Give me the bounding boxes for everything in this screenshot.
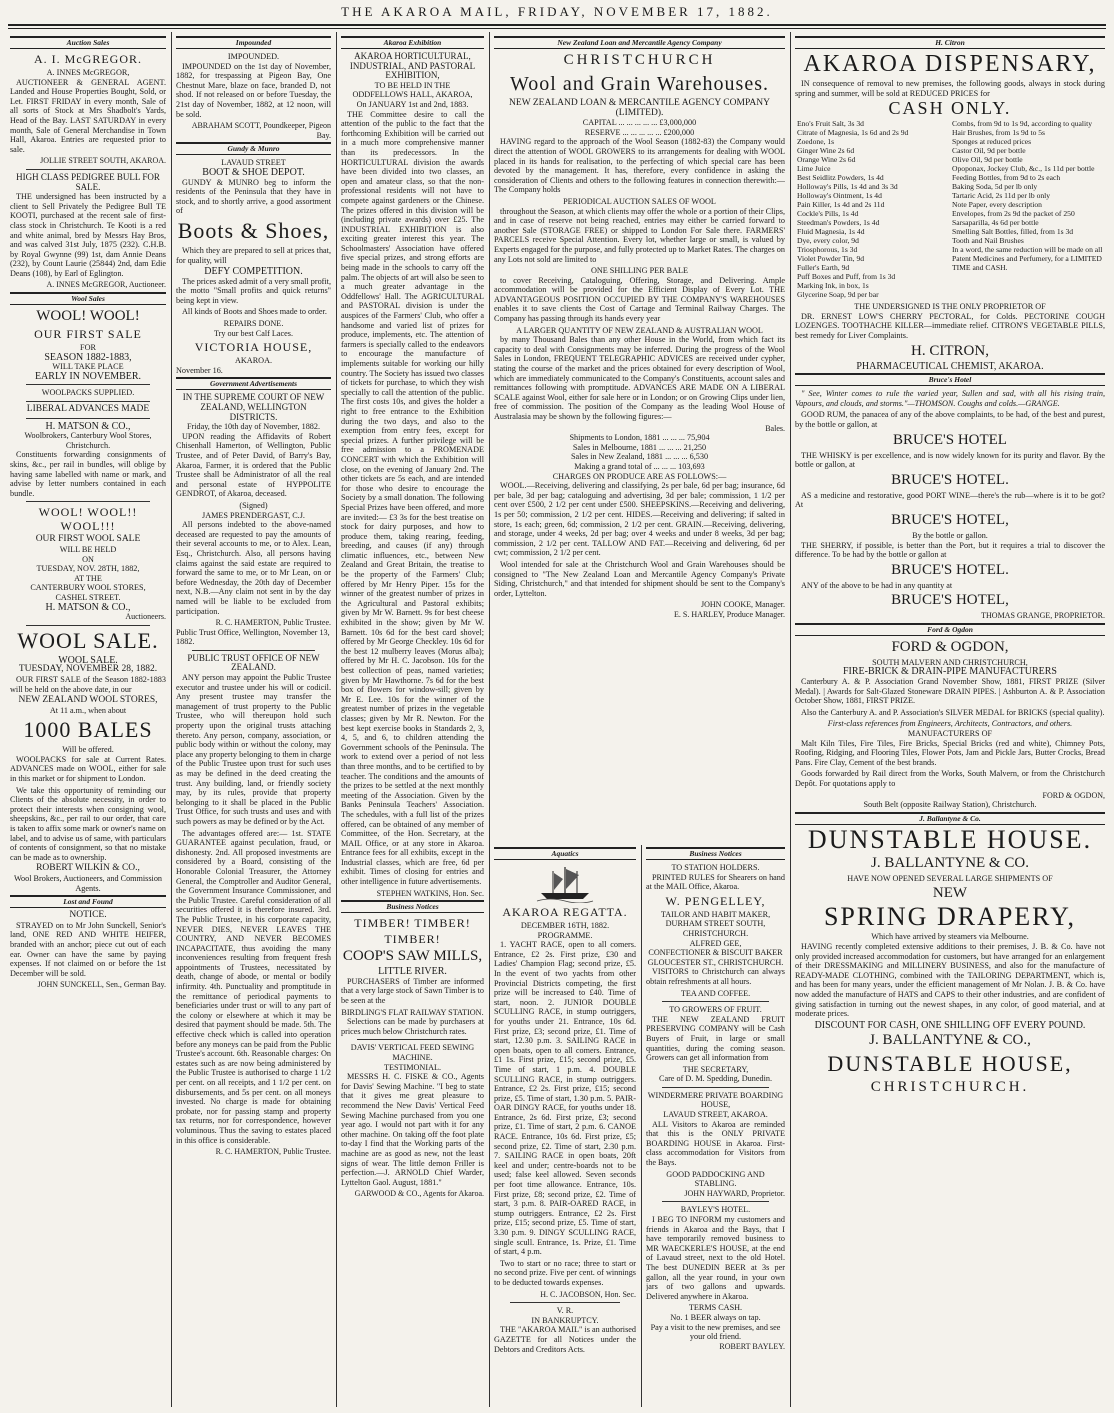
section-header: Gundy & Munro <box>176 142 331 155</box>
ad-body: Constituents forwarding consignments of skins, &c., per rail in bundles, will oblige by having same labelled with name or mark, and advise by letter numbers contained in each bundle. <box>10 450 166 498</box>
ad-headline: FORD & OGDON, <box>891 638 1009 655</box>
ad-signature: JAMES PRENDERGAST, C.J. <box>202 510 305 520</box>
price-list-item: Orange Wine 2s 6d <box>797 155 856 165</box>
divider <box>26 384 150 385</box>
ad-line: Woolbrokers, Canterbury Wool Stores, Christchurch. <box>24 431 152 450</box>
price-list-item: Dye, every color, 9d <box>797 236 859 246</box>
ad-headline: OUR FIRST WOOL SALE <box>35 534 141 545</box>
masthead-rule-thin <box>8 28 1106 29</box>
column-3 <box>341 34 484 1407</box>
ad-headline: Wool and Grain Warehouses. <box>509 73 770 95</box>
column-4b <box>646 845 785 1407</box>
ad-line: DECEMBER 16TH, 1882. <box>520 921 610 930</box>
ad-headline: NEW <box>932 885 968 902</box>
ad-line: (Signed) <box>239 500 268 510</box>
ad-line: V. R. <box>556 1306 574 1316</box>
ad-signature: Auctioneers. <box>125 612 166 622</box>
ad-line: THE SECRETARY, <box>682 1064 749 1074</box>
price-list-item: Combs, from 9d to 1s 9d, according to quality <box>952 119 1093 129</box>
ad-line: ON <box>82 554 94 564</box>
price-list-right <box>950 119 1105 299</box>
ad-headline: WOOL SALE. <box>17 627 159 653</box>
ad-line: No. 1 BEER always on tap. <box>670 1312 761 1322</box>
divider <box>662 1087 769 1088</box>
ad-title: BAYLEY'S HOTEL. <box>680 1205 751 1215</box>
ad-line: AT THE <box>74 573 102 583</box>
section-header: Government Advertisements <box>176 377 331 390</box>
ad-line: TUESDAY, NOVEMBER 28, 1882. <box>18 664 158 675</box>
section-header: Lost and Found <box>10 895 166 908</box>
ad-line: EARLY IN NOVEMBER. <box>34 370 142 382</box>
ad-headline: AKAROA REGATTA. <box>502 905 628 919</box>
ad-title: PUBLIC TRUST OFFICE OF NEW ZEALAND. <box>187 652 320 673</box>
price-list-item: Eno's Fruit Salt, 3s 3d <box>797 119 864 129</box>
ad-signature: JOHN HAYWARD, Proprietor. <box>684 1188 785 1198</box>
ad-signature: ABRAHAM SCOTT, Poundkeeper, Pigeon Bay. <box>191 121 331 140</box>
ad-headline: BRUCE'S HOTEL, <box>891 511 1009 528</box>
ad-headline: CHRISTCHURCH <box>563 52 716 68</box>
price-list-item: Citrate of Magnesia, 1s 6d and 2s 9d <box>797 128 909 138</box>
ad-body: Wool intended for sale at the Christchurch Wool and Grain Warehouses should be consigned to "The New Zealand Loan and Mercantile Agency Company's Private Siding, Christchurch," and that intended for shipment should be sent to the Company's order, Lyttelton. <box>494 559 785 598</box>
ad-line: TERMS CASH. <box>688 1303 743 1313</box>
price-list-item: Olive Oil, 9d per bottle <box>952 155 1023 165</box>
price-list-item: Steedman's Powders, 1s 4d <box>797 218 880 228</box>
ad-name: A. INNES McGREGOR, <box>46 68 130 77</box>
ad-line: Try our best Calf Laces. <box>213 328 294 338</box>
price-list-item: Best Seidlitz Powders, 1s 4d <box>797 173 884 183</box>
section-header: Impounded <box>176 36 331 49</box>
divider <box>26 401 150 402</box>
ad-line: GLOUCESTER ST., CHRISTCHURCH. <box>647 957 784 967</box>
ad-body: STRAYED on to Mr John Sunckell, Senior's land, ONE RED AND WHITE HEIFER, branded with an anchor; piece cut out of each ear. Owner can have the same by paying expenses. If not claimed on or before the 1st December will be sold. <box>10 920 166 978</box>
ad-body: IMPOUNDED on the 1st day of November, 1882, for trespassing at Pigeon Bay, One Chestnut Mare, blaze on face, branded D, not shod. If not released on or before Tuesday, the 21st day of November, 1882, at 12 noon, will be sold. <box>176 61 331 119</box>
ad-title: TO STATION HOLDERS. <box>671 863 760 872</box>
ad-line: WOOL SALE. <box>58 654 118 666</box>
ad-signature: STEPHEN WATKINS, Hon. Sec. <box>376 888 484 898</box>
ad-line: Making a grand total of ... ... ... 103,693 <box>574 461 705 471</box>
ad-line: A LARGER QUANTITY OF NEW ZEALAND & AUSTRALIAN WOOL <box>516 325 763 335</box>
price-list-item: Note Paper, every description <box>952 200 1042 210</box>
ad-body: to cover Receiving, Cataloguing, Offering, Storage, and Delivering. Ample accommodation will be provided for the Efficient Display of Every Lot. THE ADVANTAGEOUS POSITION OCCUPIED BY THE COMPANY'S WAREHOUSES enables it to save clients the Cost of Cartage and Terminal Railway Charges. The Company has passing through its hands every year <box>494 275 785 324</box>
ad-body: " See, Winter comes to rule the varied year, Sullen and sad, with all his rising train, Vapours, and clouds, and storms."—THOMSON. Coughs and colds.—GRANGE. <box>795 389 1105 408</box>
ad-headline: BRUCE'S HOTEL. <box>891 561 1009 578</box>
ad-headline: CASH ONLY. <box>888 98 1012 119</box>
ad-line: TEA AND COFFEE. <box>680 988 751 998</box>
section-header: Auction Sales <box>10 36 166 49</box>
divider <box>662 1201 769 1202</box>
ad-body: PRINTED RULES for Shearers on hand at the MAIL Office, Akaroa. <box>646 872 785 892</box>
ad-body: Goods forwarded by Rail direct from the Works, South Malvern, or from the Christchurch Depôt. For quotations apply to <box>795 769 1105 788</box>
price-list-item: Puff Boxes and Puff, from 1s 3d <box>797 272 896 282</box>
ad-line: HAVE NOW OPENED SEVERAL LARGE SHIPMENTS OF <box>847 873 1053 883</box>
price-list-item: Sarsaparilla, 4s 6d per bottle <box>952 218 1039 228</box>
section-header: Business Notices <box>341 900 484 913</box>
ad-signature: R. C. HAMERTON, Public Trustee. <box>215 618 331 628</box>
ad-body: The advantages offered are:— 1st. STATE GUARANTEE against peculation, fraud, or dishonesty. 2nd. All proposed investments are considered by a Board, consisting of the Honorable Colonial Treasurer, the Attorney General, the Comptroller and Auditor General, the Government Insurance Commissioner, and the Public Trustee. Careful consideration of all securities offered it is therefore insured. 3rd. The Public Trustee, in his corporate capacity, NEVER DIES, NEVER LEAVES THE COUNTRY, AND NEVER BECOMES INCAPACITATE, thus avoiding the many inconveniences resulting from frequent fresh appointments of Trustees, necessitated by death, change of abode, or mental or bodily infirmity. 4th. Punctuality and promptitude in the remittance of periodical payments to beneficiaries under trust or will to any part of the colony or elsewhere at which it may be desired that payment should be made. 5th. The effective check which is called into operation before any moneys can be paid from the Public Trustee's account. 6th. Reasonable charges: On estates such as are now being administered by the Public Trustee is authorised to charge 1 1/2 per cent. on all receipts, and 1 1/2 per cent. on disbursements, and 5s per cent. on all moneys invested. No charge is made for obtaining probate, nor for passing stamp and property tax returns, nor for correspondence, however voluminous. Thus the saving to estates placed in this office is considerable. <box>176 828 331 1145</box>
ad-line: LAVAUD STREET <box>221 158 286 168</box>
ad-name: ROBERT WILKIN & CO., <box>36 863 140 874</box>
ad-body: THE WHISKY is per excellence, and is now widely known for its purity and flavor. By the bottle or gallon, at <box>795 450 1105 470</box>
ad-line: IN BANKRUPTCY. <box>531 1315 599 1325</box>
ad-title: BOOT & SHOE DEPOT. <box>202 166 305 178</box>
column-divider <box>336 32 337 1407</box>
ad-body: WOOL.—Receiving, delivering and classifying, 2s per bale, 6d per bag; insurance, 6d per bale, 3d per bag; cataloguing and advertising, 3d per bale; commission, 1 1/2 per cent over £500, 2 1/2 per cent under £500. SHEEPSKINS.—Receiving and delivering, 1s per 50; commission, 2 1/2 per cent. HIDES.—Receiving and delivering; if salted in store, 1s each; green, 6d; commission, 2 1/2 per cent. GRAIN.—Receiving, delivering, and storage, under 4 weeks, 2d per bag; over 4 weeks and under 8 weeks, 3d per bag; commission, 2 1/2 per cent. TALLOW AND FAT.—Receiving and delivering, 6d per cwt; commission, 2 1/2 per cent. <box>494 481 785 558</box>
ad-headline: Boots & Shoes, <box>177 217 330 243</box>
price-list-item: Feeding Bottles, from 9d to 2s each <box>952 173 1061 183</box>
ad-signature: JOHN SUNCKELL, Sen., German Bay. <box>37 980 166 990</box>
ad-line: Public Trust Office, Wellington, November 13, 1882. <box>176 627 330 647</box>
ad-body: by many Thousand Bales than any other House in the World, from which fact its capacity to deal with Consignments may be inferred. During the progress of the Wool Sales in London, FREQUENT TELEGRAPHIC ADVICES are received under cypher, stating the course of the market and the prices obtained for every description of Wool, which are immediately communicated to the Company's Constituents, account sales and remittances following with promptitude. ADVANCES ARE MADE ON A LIBERAL SCALE against Wool, either for sale here or in London; or on Growing Clips under lien, free of commission. The position of the Company as the leading Wool House of Australasia may be shown by the following figures:— <box>494 335 785 421</box>
ad-line: ODDFELLOWS HALL, AKAROA, <box>352 90 473 100</box>
ad-line: SEASON 1882-1883, <box>44 351 132 363</box>
price-list-item: Tartaric Acid, 2s 11d per lb only <box>952 191 1051 201</box>
ad-body: ANY of the above to be had in any quantity at <box>801 580 953 590</box>
section-header: H. Citron <box>795 36 1105 49</box>
ad-headline: BRUCE'S HOTEL. <box>891 471 1009 488</box>
section-header: Akaroa Exhibition <box>341 36 484 49</box>
price-list-item: Fuller's Earth, 9d <box>797 263 850 273</box>
price-list-item: Baking Soda, 5d per lb only <box>952 182 1038 192</box>
ad-body: throughout the Season, at which clients may offer the whole or a portion of their Clips, and in case of reserve not being reached, entries may either be carried forward to another Sale (STORAGE FREE) or shipped to London For Sale there. FARMERS' PARCELS receive Special Attention. Every lot, whether large or small, is valued by Experts engaged for the purpose, and fully protected up to Market Rates. The charges on any Lots not sold are limited to <box>494 206 785 264</box>
ad-title: DAVIS' VERTICAL FEED SEWING MACHINE. <box>350 1043 475 1062</box>
ad-body: I BEG TO INFORM my customers and friends in Akaroa and the Bays, that I have temporarily removed business to MR WAECKERLE'S HOUSE, at the end of Lavaud street, next to the old Hotel. The best DUNEDIN BEER at 3s per gallon, all the year round, in your own jars of two gallons and upwards. Delivered anywhere in Akaroa. <box>646 1215 785 1301</box>
ad-headline: VICTORIA HOUSE, <box>194 340 313 355</box>
ad-headline: J. BALLANTYNE & CO., <box>869 1032 1031 1049</box>
ad-title: IN THE SUPREME COURT OF NEW ZEALAND, WELLINGTON DISTRICTS. <box>182 392 325 422</box>
ad-headline: COOP'S SAW MILLS, <box>342 948 483 965</box>
ad-body: WOOLPACKS for sale at Current Rates. ADVANCES made on WOOL, either for sale in this market or for shipment to London. <box>10 754 166 784</box>
ad-body: Selections can be made by purchasers at prices much below Christchurch rates. <box>341 1017 484 1036</box>
column-divider <box>171 32 172 1407</box>
price-list-item: Castor Oil, 9d per bottle <box>952 146 1026 156</box>
sailing-ship-icon <box>535 863 595 903</box>
price-list-item: Tooth and Nail Brushes <box>952 236 1024 246</box>
ad-headline: TIMBER! TIMBER! <box>354 916 471 931</box>
ad-line: CHARGES ON PRODUCE ARE AS FOLLOWS:— <box>552 471 727 481</box>
ad-headline: W. PENGELLEY, <box>665 893 766 908</box>
section-header: Aquatics <box>494 847 636 860</box>
price-list-item: Pain Killer, 1s 4d and 2s 11d <box>797 200 885 210</box>
divider <box>510 1302 620 1303</box>
divider <box>357 1039 468 1040</box>
ad-line: WOOLPACKS SUPPLIED. <box>41 388 135 398</box>
ad-headline: TIMBER! <box>384 932 441 947</box>
price-list-item: Zoedone, 1s <box>797 137 835 147</box>
divider <box>26 169 150 170</box>
masthead: THE AKAROA MAIL, FRIDAY, NOVEMBER 17, 1882. <box>341 4 773 19</box>
price-list-item: Violet Powder Tin, 9d <box>797 254 865 264</box>
ad-line: WILL BE HELD <box>59 544 117 554</box>
ad-signature: GARWOOD & CO., Agents for Akaroa. <box>354 1189 484 1199</box>
ad-body: HAVING regard to the approach of the Wool Season (1882-83) the Company would direct the attention of WOOL GROWERS to its arrangements for dealing with WOOL placed in its hands for realisation, to the perfecting of which special care has been devoted by the management. It has, therefore, every confidence in asking the consideration of Clients and others to the following features in connection therewith:— The Company holds <box>494 137 785 195</box>
masthead-rule <box>8 24 1106 26</box>
ad-headline: WOOL! WOOL!! WOOL!!! <box>38 505 138 534</box>
price-list-item: Fluid Magnesia, 1s 4d <box>797 227 865 237</box>
ad-body: MESSRS H. C. FISKE & CO., Agents for Davis' Sewing Machine. "I beg to state that it gives me great pleasure to recommend the New Davis' Vertical Feed Sewing Machine purchased from you one year ago. I would not part with it for any other machine. On taking off the foot plate to-day I find that the Working parts of the machine are as good as new, not the least signs of wear. The little demon Friller is perfection.—J. ARNOLD Chief Warder, Lyttelton Gaol. August, 1881." <box>341 1072 484 1187</box>
divider <box>26 625 150 626</box>
section-header: Wool Sales <box>10 292 166 305</box>
ad-headline: 1000 BALES <box>23 717 153 743</box>
ad-body: All kinds of Boots and Shoes made to order. <box>182 307 327 317</box>
ad-body: VISITORS to Christchurch can always obtain refreshments at all hours. <box>646 967 785 986</box>
ad-line: Pay a visit to the new premises, and see your old friend. <box>650 1322 781 1342</box>
ad-body: DR. ERNEST LOW'S CHERRY PECTORAL, for Colds. PECTORINE COUGH LOZENGES. TOOTHACHE KILLER—immediate relief. CITRON'S VEGETABLE PILLS, best remedy for Liver Complaints. <box>795 311 1105 340</box>
ad-line: Will be offered. <box>62 745 114 755</box>
ad-body: Malt Kiln Tiles, Fire Tiles, Fire Bricks, Special Bricks (red and white), Chimney Pots, Roofing, Ridging, and Flooring Tiles, Flower Pots, Jam and Pickle Jars, Butter Crocks, Bread Pans. Fire Clay, Cement of the best brands. <box>795 738 1105 767</box>
ad-line: TUESDAY, NOV. 28TH, 1882, <box>36 564 140 574</box>
section-header: Ford & Ogdon <box>795 623 1105 636</box>
ad-signature: A. INNES McGREGOR, Auctioneer. <box>46 280 166 290</box>
ad-body: THE "AKAROA MAIL" is an authorised GAZETTE for all Notices under the Debtors and Creditors Acts. <box>494 1325 636 1354</box>
ad-line: Bales. <box>765 423 785 433</box>
column-4a <box>494 845 636 1407</box>
ad-title: WINDERMERE PRIVATE BOARDING HOUSE, <box>647 1090 784 1110</box>
ad-name: H. MATSON & CO., <box>45 420 131 432</box>
ad-line: PERIODICAL AUCTION SALES OF WOOL <box>563 196 716 206</box>
price-list-item: Lime Juice <box>797 164 831 174</box>
ad-line: TESTIMONIAL. <box>383 1062 442 1072</box>
ad-title: AKAROA HORTICULTURAL, INDUSTRIAL, AND PASTORAL EXHIBITION, <box>349 51 476 81</box>
ad-body: Canterbury A. & P. Association Grand November Show, 1881, FIRST PRIZE (Silver Medal). | Awards for Salt-Glazed Stoneware DRAIN PIPES. | Ashburton A. & P. Association October Show, 1881, FIRST PRIZE. <box>795 677 1105 706</box>
price-list-item: Envelopes, from 2s 9d the packet of 250 <box>952 209 1075 219</box>
price-list-item: Triosphorous, 1s 3d <box>797 245 858 255</box>
section-header: Bruce's Hotel <box>795 373 1105 386</box>
ad-line: Friday, the 10th day of November, 1882. <box>186 422 321 432</box>
ad-name: ALFRED GEE, <box>689 938 742 948</box>
ad-body: 1. YACHT RACE, open to all comers. Entrance, £2 2s. First prize, £30 and Ladies' Champion Flag; second prize, £5. In the event of two yachts from other Provincial Districts competing, the first prize will be increased to £40. Time of start, noon. 2. JUNIOR DOUBLE SCULLING RACE, in stump outriggers, for youths under 21. Entrance, 10s 6d. First prize, £3; second prize, £1. Time of start, 12.30 p.m. 3. SAILING RACE in open boats, open to all comers. Entrance, £1 1s. First prize, £15; second prize, £5. Time of start, 1 p.m. 4. DOUBLE SCULLING RACE, in stump outriggers. Entrance, £2 2s. First prize, £15; second prize, £5. Time of start, 1.30 p.m. 5. PAIR-OAR DINGY RACE, for youths under 18. Entrance, 2s 6d. First prize, £3; second prize, £1. Time of start, 2 p.m. 6. CANOE RACE. Entrance, 10s 6d. First prize, £5; second prize, £2. Time of start, 2.30 p.m. 7. SAILING RACE in open boats, 20ft keel and under; centre-boards not to be used; false keel allowed. Seven seconds per foot time allowance. Entrance, 10s. First prize, £8; second prize, £2. Time of start, 3 p.m. 8. PAIR-OARED RACE, in stump outriggers. Entrance, £2 2s. First prize, £15; second prize, £5. Time of start, 3.30 p.m. 9. DINGY SCULLING RACE, single scull. Entrance, 1s. Prize, £1. Time of start, 4 p.m. <box>494 940 636 1257</box>
ad-body: Also the Canterbury A. and P. Association's SILVER MEDAL for BRICKS (special quality). <box>801 707 1105 717</box>
ad-body: The prices asked admit of a very small profit, the motto "Small profits and quick returns" being kept in view. <box>176 276 331 305</box>
ad-body: Two to start or no race; three to start or no second prize. Five per cent. of winnings to be deducted towards expenses. <box>494 1258 636 1287</box>
divider <box>192 650 315 651</box>
ad-line: DEFY COMPETITION. <box>204 266 303 278</box>
ad-line: South Belt (opposite Railway Station), Christchurch. <box>863 800 1037 810</box>
price-list-item: Smelling Salt Bottles, filled, from 1s 3d <box>952 227 1074 237</box>
ad-title: A. I. McGREGOR. <box>34 52 142 66</box>
ad-line: DURHAM STREET SOUTH, <box>665 919 766 929</box>
ad-line: At 11 a.m., when about <box>49 705 127 715</box>
ad-body: HAVING recently completed extensive additions to their premises, J. B. & Co. have not only provided increased accommodation for customers, but have arranged for an enlargement of their DRESSMAKING and MILLINERY BUSINESS, and also for the manufacture of READY-MADE CLOTHING, combined with the TAILORING DEPARTMENT, which is, and has been for many years, under the efficient management of Mr Nolan. J. B. & Co. have now added the manufacture of HATS and CAPS to their other industries, and are confident of giving satisfaction in turning out the newest shapes, in any color, of good material, and at moderate prices. <box>795 941 1105 1019</box>
ad-line: TO BE HELD IN THE <box>374 80 451 90</box>
price-list-item: Opoponax, Jockey Club, &c., 1s 11d per bottle <box>952 164 1095 174</box>
ad-line: PHARMACEUTICAL CHEMIST, AKAROA. <box>856 360 1044 372</box>
ad-line: CONFECTIONER & BISCUIT BAKER <box>648 948 783 958</box>
ad-body: All persons indebted to the above-named deceased are requested to pay the amounts of their several accounts to me, or to Alex. Lean, Esq., Christchurch. Also, all persons having claims against the said estate are required to forward the same to me, or to Mr Lean, on or before Wednesday, the 20th day of December next, N.B.—Any claim not sent in by the day named will be liable to be excluded from participation. <box>176 520 331 616</box>
price-list-item: Ginger Wine 2s 6d <box>797 146 855 156</box>
column-1 <box>10 34 166 1407</box>
price-list-item: Glycerine Soap, 9d per bar <box>797 290 879 300</box>
price-list-item: Sponges at reduced prices <box>952 137 1032 147</box>
ad-line: By the bottle or gallon. <box>912 530 988 540</box>
ad-body: UPON reading the Affidavits of Robert Chisenhall Hamerton, of Wellington, Public Trustee, and of Peter David, of Barry's Bay, Akaroa, Farmer, it is ordered that the Public Trustee shall be Administrator of all the real and personal estate of HYPPOLITE GENDROT, of Akaroa, deceased. <box>176 431 331 499</box>
ad-line: Care of D. M. Spedding, Dunedin. <box>658 1074 773 1084</box>
ad-line: BIRDLING'S FLAT RAILWAY STATION. <box>341 1007 484 1017</box>
ad-body: AUCTIONEER & GENERAL AGENT. Landed and House Properties Bought, Sold, or Let. FIRST FRIDAY in every month, Sale of all sorts of Stock at Mrs Shadbolt's Yards, Head of the Bay. LAST SATURDAY in every month, Sale of General Merchandise in Town Hall, Akaroa. Entries are requested prior to sale. <box>10 77 166 154</box>
ad-body: THE NEW ZEALAND FRUIT PRESERVING COMPANY will be Cash Buyers of Fruit, in large or small quantities, during the coming season. Growers can get all information from <box>646 1014 785 1063</box>
ad-headline: SPRING DRAPERY, <box>823 902 1077 932</box>
ad-body: GUNDY & MUNRO beg to inform the residents of the Peninsula that they have in stock, and to shortly arrive, a good assortment of <box>176 177 331 216</box>
ad-line: THE UNDERSIGNED IS THE ONLY PROPRIETOR OF <box>854 302 1046 312</box>
ad-body: THE SHERRY, if possible, is better than the Port, but it requires a trial to discover the difference. To be had by the bottle or gallon at <box>795 540 1105 560</box>
column-4-top <box>494 34 785 841</box>
ad-headline: AKAROA DISPENSARY, <box>803 51 1097 77</box>
column-divider <box>489 32 490 1407</box>
ad-signature: JOHN COOKE, Manager. <box>701 600 785 610</box>
ad-headline: CHRISTCHURCH. <box>870 1079 1030 1096</box>
ad-line: SOUTH MALVERN AND CHRISTCHURCH, <box>872 657 1028 667</box>
ad-body: PURCHASERS of Timber are informed that a very large stock of Sawn Timber is to be seen at the <box>341 976 484 1006</box>
ad-line: WILL TAKE PLACE <box>52 362 124 372</box>
price-list-item: Marking Ink, in box, 1s <box>797 281 869 291</box>
price-list-left <box>795 119 950 299</box>
ad-headline: DUNSTABLE HOUSE, <box>827 1051 1073 1077</box>
ad-headline: BRUCE'S HOTEL <box>893 431 1007 448</box>
ad-line: LITTLE RIVER. <box>378 966 447 978</box>
price-list-item: Holloway's Ointment, 1s 4d <box>797 191 882 201</box>
ad-line: AKAROA. <box>234 356 273 366</box>
divider <box>662 1001 769 1002</box>
ad-signature: JOLLIE STREET SOUTH, AKAROA. <box>40 156 166 166</box>
ad-line: RESERVE ... ... ... ... ... £200,000 <box>584 127 695 137</box>
ad-line: REPAIRS DONE. <box>223 319 284 329</box>
section-header: New Zealand Loan and Mercantile Agency Company <box>494 36 785 49</box>
ad-body: THE Committee desire to call the attention of the public to the fact that the forthcoming Exhibition will be carried out in a much more comprehensive manner than its predecessors. In the HORTICULTURAL division the awards have been divided into two classes, an open and amateur class, so that the non-professional residents will not have to compete against gardeners or the Chinese. The prizes offered in this division will be (including private awards) over £25. The INDUSTRIAL EXHIBITION is also exciting greater interest this year. The Schoolmasters' Association have offered five special prizes, and strong efforts are being made in the schools to carry off the palm. The objects of art will also be seen to a much greater advantage in the Oddfellows' Hall. The AGRICULTURAL and PASTORAL division is under the auspices of the Farmers' Club, who offer a handsome and varied list of prizes for produce, implements, etc. The attention of farmers is specially called to the endeavors to encourage the manufacture of implements suitable for working our hilly country. The Society has issued two classes of tickets for purchase, to which they wish specially to call the attention of the public. The first costs 10s, and gives the holder a right to free entrance to the Exhibition during the two days, and also to the exemption from entry fees, except for special prizes. A further privilege will be free admission to a PROMENADE CONCERT with which the Exhibition will close, on the evening of January 2nd. The other tickets are 5s each, and are intended for those who desire to encourage the Society by a small donation. The following Special Prizes have been offered, and more are invited:— £3 3s for the best treatise on stock for dairy purposes, and how to produce them, taking rearing, feeding, breeding, and causes (if any) through climatic influences, etc., between New Zealand and Great Britain, the treatise to be the property of the Farmers' Club; offered by Mr Henry Piper. 15s for the winner of the greatest number of prizes in the Agricultural and Pastoral exhibits; given by Mr W. Barnett. 9s for best cheese exhibited in the show; given by Mr W. Barnett. 10s 6d for the best card shovel; offered by Mr George Checkley. 10s 6d for the best 12 mulberry leaves (Morus alba); offered by Mr H. C. Jacobson. 10s for the best collection of peas, named varieties; given by Mr Hawthorne. 7s 6d for the best box of flowers for window-sill; given by Mr E. Lee. 10s for the winner of the greatest number of prizes in the vegetable classes; given by Mr R. Newton. For the best kept exercise books in Standards 2, 3, 4, 5, and 6, to children attending the Government schools of the Peninsula. The work to extend over a period of not less than three months, and to be certified to by teacher. The conditions and the amounts of the prizes to be settled at the next monthly meeting of the Association. Given by the Banks Peninsula Teachers' Association. The schedules, with a full list of the prizes offered, can be obtained of any member of Committee, of the Hon. Secretary, at the MAIL Office, or at any store in Akaroa. Entrance fees for all exhibits, except in the Industrial classes, which are free, 6d per exhibit. Times of closing for entries and other intelligence in future advertisements. <box>341 109 484 887</box>
ad-line: CHRISTCHURCH. <box>682 928 749 938</box>
ad-headline: WOOL! WOOL! <box>36 308 140 325</box>
price-list-item: In a word, the same reduction will be made on all Patent Medicines and Perfumery, for a LIMITED TIME and CASH. <box>952 245 1103 273</box>
column-2 <box>176 34 331 1407</box>
ad-name: H. MATSON & CO., <box>45 601 131 613</box>
ad-line: CAPITAL ... ... ... ... ... £3,000,000 <box>582 118 697 128</box>
ad-title: IMPOUNDED. <box>227 52 280 61</box>
ad-line: DISCOUNT FOR CASH, ONE SHILLING OFF EVERY POUND. <box>814 1019 1086 1031</box>
ad-line: On JANUARY 1st and 2nd, 1883. <box>356 99 469 109</box>
ad-body: OUR FIRST SALE of the Season 1882-1883 will be held on the above date, in our <box>10 674 166 694</box>
ad-line: Which have arrived by steamers via Melbourne. <box>871 932 1029 942</box>
ad-line: MANUFACTURERS OF <box>907 729 993 739</box>
ad-body: ANY person may appoint the Public Trustee executor and trustee under his will or codicil. Any present trustee may transfer the management of trust property to the Public Trustee, who will thereupon hold such property upon the original trusts attaching thereto. Any person, company, association, or public body within or without the colony, may place any property belonging to them in charge of the Public Trustee upon trust for such uses as may be defined in the deed creating the trust. Any building, land, or friendly society may, by its rules, provide that property belonging to it shall be placed in the Public Trust Office, for such trusts and uses and with such powers as may be defined or by the Act. <box>176 673 331 826</box>
ad-body: THE undersigned has been instructed by a client to Sell Privately the Pedigree Bull TE KOOTI, purchased at the recent sale of first-class stock in Christchurch. Te Kooti is a red and white animal, bred by Messrs Hay Bros, and was calved 31st July, 1875 (232). C.H.B. by Royal Gwynne (99) 1st, dam Annie Deans (232), by Count Laurie (25844) 2nd, dam Edie Deans (108), by Earl of Eglington. <box>10 192 166 278</box>
price-list-item: Hair Brushes, from 1s 9d to 5s <box>952 128 1046 138</box>
ad-line: Shipments to London, 1881 ... ... ... 75,904 <box>569 433 710 443</box>
ad-signature: THOMAS GRANGE, PROPRIETOR. <box>981 611 1105 621</box>
ad-title: TO GROWERS OF FRUIT. <box>669 1005 762 1015</box>
price-list-item: Cockle's Pills, 1s 4d <box>797 209 859 219</box>
ad-signature: R. C. HAMERTON, Public Trustee. <box>215 1147 331 1157</box>
ad-line: Sales in Melbourne, 1881 ... ... ... 21,250 <box>572 442 707 452</box>
ad-title: NOTICE. <box>69 910 107 921</box>
ad-title: NEW ZEALAND LOAN & MERCANTILE AGENCY COMPANY (LIMITED). <box>509 98 770 118</box>
ad-body: GOOD RUM, the panacea of any of the above complaints, to be had, of the best and purest, by the bottle or gallon, at <box>795 410 1105 429</box>
column-divider <box>790 32 791 1407</box>
price-list-item: Holloway's Pills, 1s 4d and 3s 3d <box>797 182 898 192</box>
price-list <box>795 119 1105 299</box>
column-divider <box>641 845 642 1407</box>
ad-body: ALL Visitors to Akaroa are reminded that this is the ONLY PRIVATE BOARDING HOUSE in Akaroa. First-class accommodation for Visitors from the Bays. <box>646 1119 785 1168</box>
ad-body: AS a medicine and restorative, good PORT WINE—there's the rub—where is it to be got? At <box>795 490 1105 510</box>
ad-line: TAILOR AND HABIT MAKER, <box>660 909 771 919</box>
ad-line: PROGRAMME. <box>537 930 593 940</box>
ad-line: FOR <box>80 343 96 353</box>
ad-line: LAVAUD STREET, AKAROA. <box>663 1110 768 1120</box>
ad-line: GOOD PADDOCKING AND STABLING. <box>666 1169 765 1189</box>
ad-line: First-class references from Engineers, Architects, Contractors, and others. <box>827 719 1073 729</box>
ad-line: CASHEL STREET. <box>55 592 121 602</box>
ad-line: ONE SHILLING PER BALE <box>590 266 689 276</box>
ad-headline: DUNSTABLE HOUSE. <box>807 824 1093 854</box>
section-header: Business Notices <box>646 847 785 860</box>
ad-body: IN consequence of removal to new premises, the following goods, always in stock during spring and summer, will be sold at REDUCED PRICES for <box>795 79 1105 98</box>
ad-line: LIBERAL ADVANCES MADE <box>26 404 150 415</box>
ad-line: November 16. <box>176 365 223 375</box>
ad-line: NEW ZEALAND WOOL STORES, <box>18 695 158 706</box>
divider <box>26 501 150 502</box>
ad-signature: H. C. JACOBSON, Hon. Sec. <box>540 1289 636 1299</box>
section-header: J. Ballantyne & Co. <box>795 812 1105 825</box>
ad-headline: J. BALLANTYNE & CO. <box>871 854 1029 871</box>
ad-line: CANTERBURY WOOL STORES, <box>30 583 146 593</box>
ad-body: Which they are prepared to sell at prices that, for quality, will <box>176 245 331 265</box>
column-5 <box>795 34 1105 1407</box>
divider <box>26 418 150 419</box>
ad-headline: OUR FIRST SALE <box>34 327 142 342</box>
ad-signature: ROBERT BAYLEY. <box>719 1341 785 1351</box>
ad-signature: E. S. HARLEY, Produce Manager. <box>674 609 785 619</box>
ad-signature: FORD & OGDON, <box>1042 790 1105 800</box>
ad-title: HIGH CLASS PEDIGREE BULL FOR SALE. <box>16 171 160 192</box>
ad-title: FIRE-BRICK & DRAIN-PIPE MANUFACTURERS <box>842 666 1057 678</box>
ad-line: Wool Brokers, Auctioneers, and Commission Agents. <box>13 874 163 893</box>
ad-line: Sales in New Zealand, 1881 ... ... ... 6,530 <box>570 452 709 462</box>
ad-body: We take this opportunity of reminding our Clients of the absolute necessity, in order to protect their interests when consigning wool, sheepskins, &c., per rail to our order, that care is taken to affix some mark or owner's name on label, and to advise us of same, with particulars of contents of consignment, so that no mistake can be made as to ownership. <box>10 785 166 862</box>
ad-headline: BRUCE'S HOTEL, <box>891 592 1009 609</box>
ad-headline: H. CITRON, <box>911 342 989 359</box>
